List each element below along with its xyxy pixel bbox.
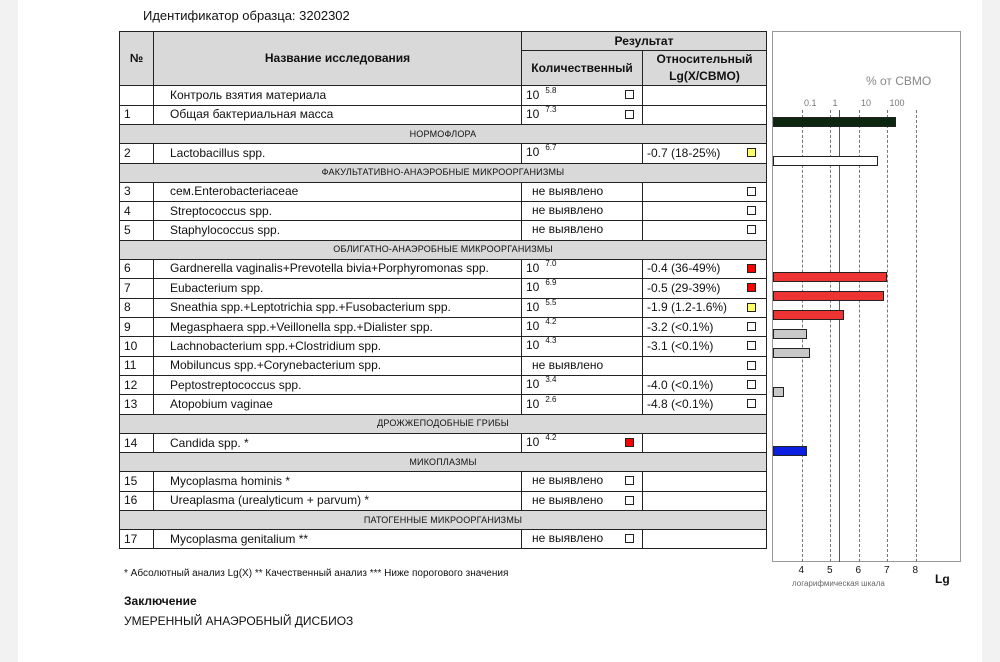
chart-bar [773,117,896,127]
relative-indicator-empty [747,206,756,215]
quantitative-cell [522,433,643,452]
quant-base: 10 [526,319,540,334]
section-row [120,511,767,530]
relative-cell [643,221,767,240]
quant-indicator-empty [625,90,634,99]
quant-base: 10 [526,87,540,102]
test-name: Candida spp. * [154,433,522,452]
axis-tick-label: 4 [798,565,805,576]
results-table [119,31,767,549]
quant-exponent: 5.8 [545,85,557,95]
col-header-num: № [120,32,154,86]
row-number: 14 [120,433,154,452]
quant-exponent: 3.4 [545,375,557,385]
top-tick-label: 100 [889,98,905,108]
quantitative-cell [522,356,643,375]
not-detected-text: не выявлено [532,222,604,237]
top-tick-label: 10 [861,98,872,108]
section-label: МИКОПЛАЗМЫ [120,453,767,472]
row-number: 5 [120,221,154,240]
relative-indicator-empty [747,380,756,389]
quantitative-cell [522,221,643,240]
quantitative-cell [522,182,643,201]
row-number: 6 [120,259,154,278]
not-detected-text: не выявлено [532,202,604,217]
gridline [830,110,831,562]
test-name: Atopobium vaginae [154,395,522,414]
quant-exponent: 4.2 [545,433,557,443]
quantitative-cell [522,337,643,356]
quantitative-cell [522,201,643,220]
test-name: Контроль взятия материала [154,86,522,105]
quant-base: 10 [526,377,540,392]
table-row [120,376,767,395]
quantitative-cell [522,279,643,298]
section-label: НОРМОФЛОРА [120,125,767,144]
table-row [120,221,767,240]
col-header-relative [643,51,767,86]
quant-base: 10 [526,145,540,160]
row-number: 3 [120,182,154,201]
row-number: 7 [120,279,154,298]
quantitative-cell [522,491,643,510]
quantitative-cell [522,86,643,105]
quant-exponent: 4.2 [545,317,557,327]
row-number [120,86,154,105]
row-number: 4 [120,201,154,220]
relative-indicator-empty [747,399,756,408]
table-row [120,472,767,491]
table-row [120,395,767,414]
gridline [887,110,888,562]
relative-cell [643,317,767,336]
chart-bar [773,310,844,320]
gridline [916,110,917,562]
test-name: Lactobacillus spp. [154,144,522,163]
section-label: ОБЛИГАТНО-АНАЭРОБНЫЕ МИКРООРГАНИЗМЫ [120,240,767,259]
quant-exponent: 5.5 [545,298,557,307]
relative-value: -0.7 (18-25%) [647,145,721,160]
relative-cell [643,337,767,356]
quant-indicator-red [625,438,634,447]
quant-base: 10 [526,280,540,295]
axis-tick-label: 6 [855,565,862,576]
test-name: Общая бактериальная масса [154,105,522,124]
results-body [120,86,767,549]
relative-indicator-empty [747,361,756,370]
relative-indicator-empty [747,225,756,234]
quantitative-cell [522,105,643,124]
quant-exponent: 7.3 [545,105,557,114]
relative-cell [643,298,767,317]
section-row [120,453,767,472]
relative-cell [643,491,767,510]
quant-base: 10 [526,396,540,411]
row-number: 12 [120,376,154,395]
table-row [120,530,767,549]
table-row [120,337,767,356]
row-number: 1 [120,105,154,124]
row-number: 11 [120,356,154,375]
relative-value: -4.0 (<0.1%) [647,377,714,392]
chart-bar [773,348,810,358]
axis-label: Lg [935,572,950,586]
test-name: Mycoplasma hominis * [154,472,522,491]
table-row [120,182,767,201]
test-name: Streptococcus spp. [154,201,522,220]
quant-exponent: 7.0 [545,259,557,268]
relative-cell [643,530,767,549]
relative-indicator-red [747,264,756,273]
quant-base: 10 [526,106,540,121]
quantitative-cell [522,472,643,491]
reference-line [839,110,840,562]
relative-value: -0.5 (29-39%) [647,280,721,295]
relative-indicator-yellow [747,148,756,157]
row-number: 17 [120,530,154,549]
sample-id: Идентификатор образца: 3202302 [143,8,350,23]
quant-base: 10 [526,435,540,450]
quant-exponent: 6.7 [545,143,557,153]
section-label: ПАТОГЕННЫЕ МИКРООРГАНИЗМЫ [120,511,767,530]
relative-value: -4.8 (<0.1%) [647,397,714,412]
table-row [120,317,767,336]
section-row [120,414,767,433]
row-number: 16 [120,491,154,510]
test-name: Peptostreptococcus spp. [154,376,522,395]
relative-cell [643,105,767,124]
scale-label: логарифмическая шкала [792,579,885,588]
relative-cell [643,279,767,298]
relative-value: -1.9 (1.2-1.6%) [647,300,728,315]
not-detected-text: не выявлено [532,531,604,546]
section-row [120,240,767,259]
relative-indicator-empty [747,187,756,196]
test-name: сем.Enterobacteriaceae [154,182,522,201]
quant-base: 10 [526,260,540,275]
relative-line1: Относительный [656,52,753,67]
top-tick-label: 0.1 [804,98,817,108]
row-number: 15 [120,472,154,491]
relative-indicator-yellow [747,303,756,312]
relative-line2: Lg(X/СВМО) [669,69,740,84]
quantitative-cell [522,317,643,336]
quantitative-cell [522,530,643,549]
table-row [120,491,767,510]
conclusion-text: УМЕРЕННЫЙ АНАЭРОБНЫЙ ДИСБИОЗ [124,614,354,628]
row-number: 10 [120,337,154,356]
relative-cell [643,201,767,220]
quantitative-cell [522,259,643,278]
section-label: ФАКУЛЬТАТИВНО-АНАЭРОБНЫЕ МИКРООРГАНИЗМЫ [120,163,767,182]
test-name: Staphylococcus spp. [154,221,522,240]
table-row [120,433,767,452]
chart-bar [773,156,878,166]
col-header-result: Результат [522,32,767,51]
table-row [120,298,767,317]
table-row [120,259,767,278]
col-header-name: Название исследования [154,32,522,86]
test-name: Mobiluncus spp.+Corynebacterium spp. [154,356,522,375]
quant-indicator-empty [625,496,634,505]
gridline [859,110,860,562]
quant-exponent: 2.6 [545,394,557,404]
test-name: Mycoplasma genitalium ** [154,530,522,549]
quant-exponent: 6.9 [545,278,557,288]
quant-indicator-empty [625,476,634,485]
table-row [120,201,767,220]
chart-pct-title: % от СВМО [866,74,932,88]
relative-cell [643,433,767,452]
relative-indicator-empty [747,322,756,331]
relative-cell [643,376,767,395]
axis-tick-label: 8 [912,565,919,576]
test-name: Lachnobacterium spp.+Clostridium spp. [154,337,522,356]
quant-base: 10 [526,299,540,314]
relative-cell [643,182,767,201]
relative-value: -0.4 (36-49%) [647,261,721,276]
not-detected-text: не выявлено [532,473,604,488]
conclusion-title: Заключение [124,594,197,608]
quantitative-cell [522,298,643,317]
relative-cell [643,356,767,375]
test-name: Megasphaera spp.+Veillonella spp.+Dialister spp. [154,317,522,336]
table-row [120,144,767,163]
top-tick-label: 1 [832,98,838,108]
relative-cell [643,472,767,491]
relative-cell [643,86,767,105]
quantitative-cell [522,376,643,395]
chart-bar [773,272,887,282]
relative-cell [643,395,767,414]
not-detected-text: не выявлено [532,492,604,507]
table-row [120,105,767,124]
test-name: Ureaplasma (urealyticum + parvum) * [154,491,522,510]
footnote: * Абсолютный анализ Lg(X) ** Качественный анализ *** Ниже порогового значения [124,568,509,579]
relative-cell [643,144,767,163]
chart-bar [773,387,784,397]
section-row [120,125,767,144]
quant-base: 10 [526,338,540,353]
test-name: Gardnerella vaginalis+Prevotella bivia+Porphyromonas spp. [154,259,522,278]
relative-value: -3.1 (<0.1%) [647,338,714,353]
row-number: 8 [120,298,154,317]
section-row [120,163,767,182]
section-label: ДРОЖЖЕПОДОБНЫЕ ГРИБЫ [120,414,767,433]
quant-exponent: 4.3 [545,336,557,346]
chart-bar [773,329,807,339]
table-row [120,86,767,105]
row-number: 2 [120,144,154,163]
row-number: 9 [120,317,154,336]
relative-value: -3.2 (<0.1%) [647,319,714,334]
quant-indicator-empty [625,110,634,119]
table-row [120,356,767,375]
axis-tick-label: 7 [884,565,890,576]
not-detected-text: не выявлено [532,183,604,198]
quantitative-cell [522,395,643,414]
relative-indicator-empty [747,341,756,350]
relative-indicator-red [747,283,756,292]
chart-bar [773,291,884,301]
row-number: 13 [120,395,154,414]
chart-bar [773,446,807,456]
quantitative-cell [522,144,643,163]
relative-cell [643,259,767,278]
not-detected-text: не выявлено [532,357,604,372]
quant-indicator-empty [625,534,634,543]
axis-tick-label: 5 [827,565,833,576]
test-name: Sneathia spp.+Leptotrichia spp.+Fusobacterium spp. [154,298,522,317]
test-name: Eubacterium spp. [154,279,522,298]
col-header-quantitative: Количественный [522,51,643,86]
table-row [120,279,767,298]
